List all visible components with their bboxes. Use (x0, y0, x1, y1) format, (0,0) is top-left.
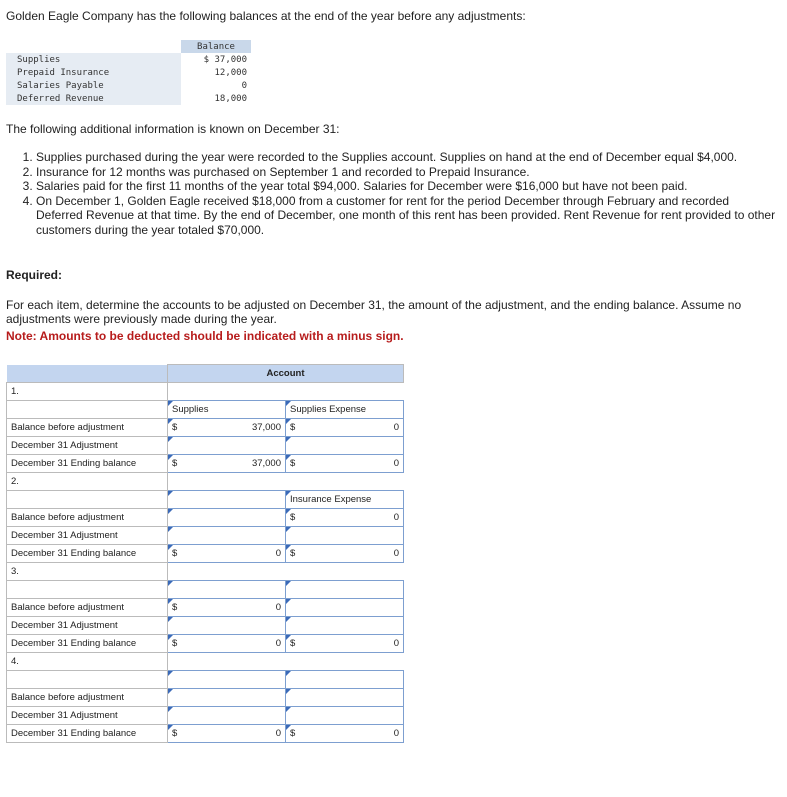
balance-header: Balance (181, 40, 251, 53)
dollar-sign: $ (290, 638, 296, 649)
account-header: Account (168, 365, 404, 383)
item-number: 4. (7, 653, 168, 671)
amount-value: 0 (393, 638, 399, 649)
row-label-ending: December 31 Ending balance (7, 455, 168, 473)
amount-input[interactable] (168, 419, 286, 437)
account-select[interactable] (168, 581, 286, 599)
balance-amount: 18,000 (181, 92, 251, 105)
amount-input[interactable] (168, 527, 286, 545)
row-label-adjustment: December 31 Adjustment (7, 617, 168, 635)
account-select[interactable] (168, 491, 286, 509)
account-name: Insurance Expense (290, 494, 372, 505)
account-select[interactable] (286, 671, 404, 689)
row-label-before: Balance before adjustment (7, 509, 168, 527)
amount-value: 0 (393, 548, 399, 559)
info-list (6, 150, 776, 238)
account-select[interactable] (286, 401, 404, 419)
amount-input[interactable] (286, 437, 404, 455)
additional-info-text: The following additional information is known on December 31: (6, 122, 340, 136)
amount-value: 37,000 (251, 458, 281, 469)
amount-input[interactable] (168, 599, 286, 617)
balance-account: Salaries Payable (6, 79, 181, 92)
account-select[interactable] (168, 671, 286, 689)
amount-value: 0 (275, 728, 281, 739)
amount-value: 0 (275, 602, 281, 613)
ending-balance[interactable] (168, 635, 286, 653)
account-select[interactable] (286, 581, 404, 599)
amount-value: 0 (393, 422, 399, 433)
dollar-sign: $ (290, 512, 296, 523)
amount-input[interactable] (168, 617, 286, 635)
ending-balance[interactable] (168, 455, 286, 473)
amount-input[interactable] (168, 437, 286, 455)
amount-input[interactable] (286, 599, 404, 617)
dollar-sign: $ (172, 422, 178, 433)
row-label-ending: December 31 Ending balance (7, 635, 168, 653)
row-label-before: Balance before adjustment (7, 689, 168, 707)
dollar-sign: $ (172, 728, 178, 739)
account-name: Supplies Expense (290, 404, 367, 415)
account-select[interactable] (286, 491, 404, 509)
balance-account: Supplies (6, 53, 181, 66)
item-number: 2. (7, 473, 168, 491)
ending-balance[interactable] (286, 635, 404, 653)
intro-text: Golden Eagle Company has the following balances at the end of the year before any adjustments: (6, 9, 526, 23)
info-item: 3. Salaries paid for the first 11 months of the year total $94,000. Salaries for December were $16,000 but have not been paid. (36, 179, 776, 194)
info-item: 4. On December 1, Golden Eagle received $18,000 from a customer for rent for the period December through February and recorded Deferred Revenue at that time. By the end of December, one month of this rent has been provided. Rent Revenue for rent provided to other customers during the year totaled $70,000. (36, 194, 776, 238)
dollar-sign: $ (290, 728, 296, 739)
item-number: 3. (7, 563, 168, 581)
ending-balance[interactable] (168, 725, 286, 743)
row-label-adjustment: December 31 Adjustment (7, 437, 168, 455)
balance-amount: 12,000 (181, 66, 251, 79)
info-item: 1. Supplies purchased during the year were recorded to the Supplies account. Supplies on hand at the end of December equal $4,000. (36, 150, 776, 165)
dollar-sign: $ (172, 638, 178, 649)
amount-input[interactable] (286, 689, 404, 707)
row-label-before: Balance before adjustment (7, 599, 168, 617)
ending-balance[interactable] (286, 455, 404, 473)
dollar-sign: $ (172, 548, 178, 559)
balance-amount: 0 (181, 79, 251, 92)
ending-balance[interactable] (168, 545, 286, 563)
info-item: 2. Insurance for 12 months was purchased on September 1 and recorded to Prepaid Insurance. (36, 165, 776, 180)
amount-input[interactable] (286, 419, 404, 437)
balance-account: Prepaid Insurance (6, 66, 181, 79)
required-label: Required: (6, 268, 63, 282)
ending-balance[interactable] (286, 545, 404, 563)
dollar-sign: $ (290, 458, 296, 469)
instructions-text: For each item, determine the accounts to be adjusted on December 31, the amount of the adjustment, and the ending balance. Assume no adjustments were previously made during the year. (6, 298, 742, 326)
dollar-sign: $ (290, 422, 296, 433)
row-label-ending: December 31 Ending balance (7, 545, 168, 563)
amount-value: 0 (393, 728, 399, 739)
amount-input[interactable] (168, 509, 286, 527)
amount-value: 0 (393, 458, 399, 469)
balance-amount: $ 37,000 (181, 53, 251, 66)
amount-input[interactable] (286, 509, 404, 527)
balance-account: Deferred Revenue (6, 92, 181, 105)
balances-table (6, 40, 251, 105)
row-label-adjustment: December 31 Adjustment (7, 527, 168, 545)
note-text: Note: Amounts to be deducted should be indicated with a minus sign. (6, 329, 404, 343)
amount-input[interactable] (286, 527, 404, 545)
row-label-before: Balance before adjustment (7, 419, 168, 437)
row-label-adjustment: December 31 Adjustment (7, 707, 168, 725)
amount-value: 37,000 (251, 422, 281, 433)
dollar-sign: $ (172, 602, 178, 613)
dollar-sign: $ (290, 548, 296, 559)
dollar-sign: $ (172, 458, 178, 469)
amount-input[interactable] (168, 707, 286, 725)
amount-value: 0 (393, 512, 399, 523)
amount-value: 0 (275, 638, 281, 649)
account-select[interactable] (168, 401, 286, 419)
item-number: 1. (7, 383, 168, 401)
account-name: Supplies (172, 404, 209, 415)
amount-input[interactable] (286, 617, 404, 635)
amount-value: 0 (275, 548, 281, 559)
amount-input[interactable] (168, 689, 286, 707)
amount-input[interactable] (286, 707, 404, 725)
adjustment-worksheet (6, 364, 404, 743)
row-label-ending: December 31 Ending balance (7, 725, 168, 743)
ending-balance[interactable] (286, 725, 404, 743)
